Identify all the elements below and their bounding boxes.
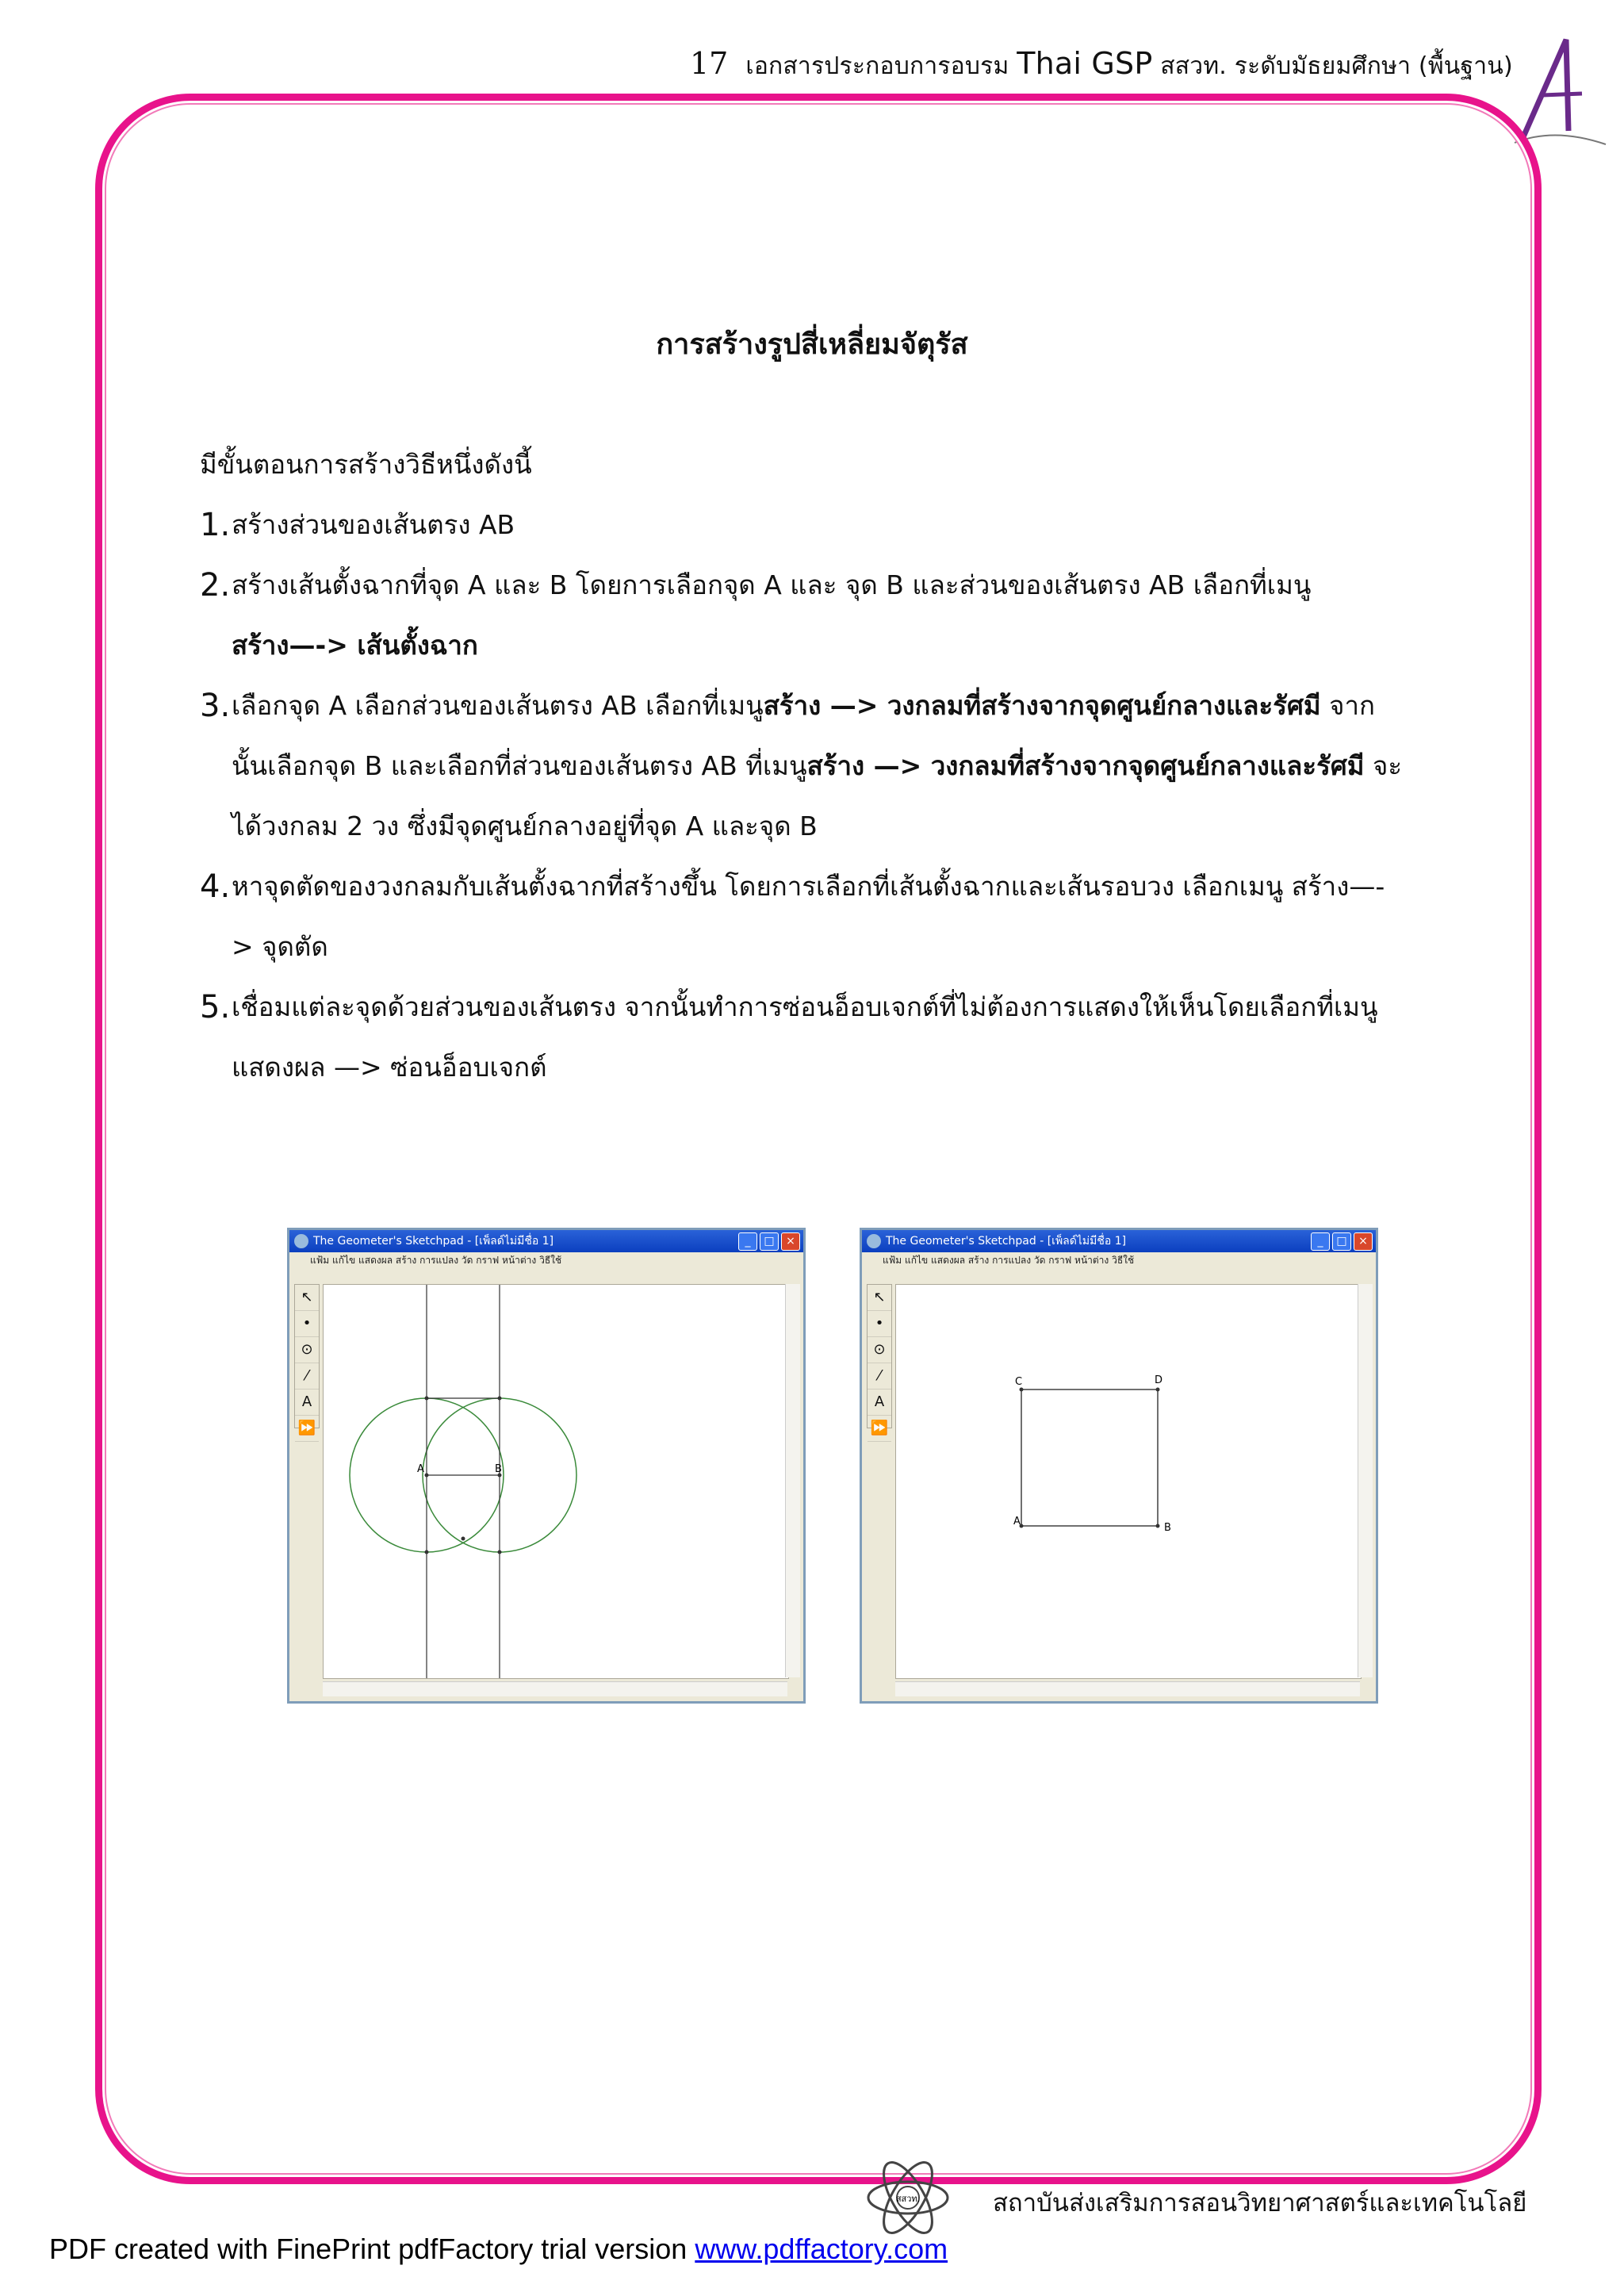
custom-tool-icon: ⏩ — [295, 1416, 319, 1442]
point-top-right — [498, 1397, 502, 1401]
instructions — [200, 435, 1405, 1098]
point-b — [1156, 1524, 1160, 1528]
horizontal-scrollbar — [323, 1681, 787, 1696]
label-b: B — [495, 1463, 502, 1475]
ipst-seal-icon — [864, 2154, 952, 2241]
compass-tool-icon: ⊙ — [295, 1337, 319, 1363]
step-text-part: เลือกจุด A เลือกส่วนของเส้นตรง AB เลือกที่เมนู — [232, 690, 764, 721]
point-bottom-left — [425, 1550, 429, 1554]
point-bottom-right — [498, 1550, 502, 1554]
sketchpad-screenshot-circles — [287, 1228, 806, 1704]
tool-palette — [867, 1284, 892, 1436]
vertical-scrollbar — [1358, 1284, 1373, 1677]
pdf-note-text: PDF created with FinePrint pdfFactory trial version — [49, 2233, 688, 2265]
step-text — [232, 676, 1405, 857]
header-prefix: เอกสารประกอบการอบรม — [745, 52, 1009, 80]
seal-text: สสวท. — [895, 2194, 921, 2204]
window-titlebar — [862, 1230, 1376, 1252]
custom-tool-icon: ⏩ — [868, 1416, 891, 1442]
line-tool-icon: ⁄ — [295, 1363, 319, 1389]
window-title: The Geometer's Sketchpad - [เพ็ลด์ไม่มีชื่อ 1] — [886, 1235, 1127, 1248]
vertical-scrollbar — [785, 1284, 800, 1677]
close-icon: × — [781, 1232, 800, 1251]
step-text-part: จะได้วงกลม 2 วง ซึ่งมีจุดศูนย์กลางอยู่ที่จุด A และจุด B — [232, 750, 1403, 841]
sketchpad-app-icon — [294, 1234, 308, 1248]
maximize-icon: □ — [760, 1232, 779, 1251]
text-tool-icon: A — [868, 1389, 891, 1416]
header-text — [745, 46, 1513, 85]
arrow-tool-icon: ↖ — [295, 1285, 319, 1311]
label-d: D — [1155, 1374, 1163, 1386]
point-c — [1020, 1388, 1024, 1392]
tool-palette — [294, 1284, 320, 1436]
pdffactory-link[interactable]: www.pdffactory.com — [695, 2233, 948, 2265]
point-a — [425, 1474, 429, 1478]
point-tool-icon: • — [295, 1311, 319, 1337]
window-title: The Geometer's Sketchpad - [เพ็ลด์ไม่มีชื่อ 1] — [313, 1235, 554, 1248]
point-top-left — [425, 1397, 429, 1401]
window-titlebar — [289, 1230, 803, 1252]
window-controls — [738, 1232, 800, 1251]
step-menu-path: สร้าง —> วงกลมที่สร้างจากจุดศูนย์กลางและรัศมี — [763, 690, 1321, 721]
compass-tool-icon: ⊙ — [868, 1337, 891, 1363]
intro-text: มีขั้นตอนการสร้างวิธีหนึ่งดังนี้ — [200, 449, 532, 480]
minimize-icon: _ — [1311, 1232, 1330, 1251]
text-tool-icon: A — [295, 1389, 319, 1416]
step-number: 4. — [200, 868, 231, 905]
page-header — [690, 46, 1530, 94]
label-c: C — [1015, 1376, 1023, 1388]
header-suffix: สสวท. ระดับมัธยมศึกษา (พื้นฐาน) — [1160, 52, 1513, 80]
footer-organization: สถาบันส่งเสริมการสอนวิทยาศาสตร์และเทคโนโลยี — [993, 2189, 1527, 2217]
step-menu-path: สร้าง —> วงกลมที่สร้างจากจุดศูนย์กลางและรัศมี — [806, 750, 1365, 781]
point-tool-icon: • — [868, 1311, 891, 1337]
square-abdc — [1021, 1389, 1158, 1526]
step-1 — [200, 495, 1405, 555]
step-number: 5. — [200, 989, 231, 1025]
arrow-tool-icon: ↖ — [868, 1285, 891, 1311]
page-border-frame — [95, 94, 1542, 2184]
horizontal-scrollbar — [895, 1681, 1360, 1696]
point-d — [1156, 1388, 1160, 1392]
step-text — [232, 555, 1405, 676]
step-text-part: สร้างเส้นตั้งฉากที่จุด A และ B โดยการเลือกจุด A และ จุด B และส่วนของเส้นตรง AB เลือกที่เมนู — [232, 569, 1312, 600]
label-a: A — [1013, 1516, 1021, 1527]
construction-drawing — [324, 1285, 788, 1678]
point-intersection — [462, 1537, 465, 1541]
window-menubar: แฟ้ม แก้ไข แสดงผล สร้าง การแปลง วัด กราฟ หน้าต่าง วิธีใช้ — [883, 1255, 1135, 1266]
label-a: A — [417, 1463, 424, 1475]
page-number: 17 — [690, 46, 729, 81]
sketchpad-app-icon — [867, 1234, 881, 1248]
step-text-part: จากนั้นเลือกจุด B และเลือกที่ส่วนของเส้นตรง AB ที่เมนู — [232, 690, 1376, 781]
step-number: 3. — [200, 688, 231, 724]
square-drawing — [896, 1285, 1361, 1678]
sketch-canvas — [895, 1284, 1362, 1679]
step-2 — [200, 555, 1405, 676]
window-menubar: แฟ้ม แก้ไข แสดงผล สร้าง การแปลง วัด กราฟ หน้าต่าง วิธีใช้ — [310, 1255, 562, 1266]
step-menu-path: สร้าง—-> เส้นตั้งฉาก — [232, 630, 478, 661]
label-b: B — [1164, 1522, 1171, 1534]
maximize-icon: □ — [1332, 1232, 1351, 1251]
page-title: การสร้างรูปสี่เหลี่ยมจัตุรัส — [656, 328, 968, 361]
header-brand: Thai GSP — [1017, 46, 1153, 81]
step-3 — [200, 676, 1405, 857]
step-text: เชื่อมแต่ละจุดด้วยส่วนของเส้นตรง จากนั้นทำการซ่อนอ็อบเจกต์ที่ไม่ต้องการแสดงให้เห็นโดยเลือกที่เมนูแสดงผล —> ซ่อนอ็อบเจกต์ — [232, 991, 1378, 1083]
pdf-watermark — [49, 2233, 948, 2266]
step-5 — [200, 977, 1405, 1098]
window-controls — [1311, 1232, 1373, 1251]
step-number: 2. — [200, 567, 231, 604]
line-tool-icon: ⁄ — [868, 1363, 891, 1389]
minimize-icon: _ — [738, 1232, 757, 1251]
sketch-canvas — [323, 1284, 789, 1679]
step-text: สร้างส่วนของเส้นตรง AB — [232, 509, 515, 540]
step-4 — [200, 857, 1405, 977]
close-icon: × — [1354, 1232, 1373, 1251]
step-number: 1. — [200, 507, 231, 543]
step-text: หาจุดตัดของวงกลมกับเส้นตั้งฉากที่สร้างขึ้น โดยการเลือกที่เส้นตั้งฉากและเส้นรอบวง เลือกเมนู สร้าง—-> จุดตัด — [232, 871, 1385, 962]
sketchpad-screenshot-square — [860, 1228, 1378, 1704]
